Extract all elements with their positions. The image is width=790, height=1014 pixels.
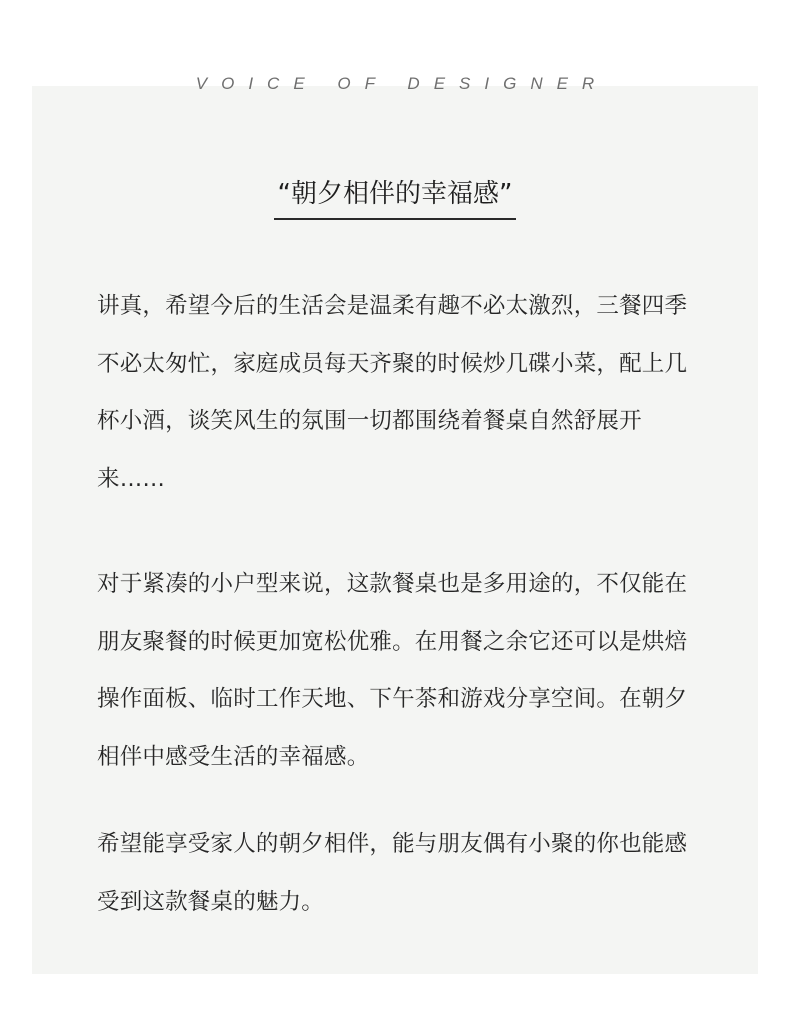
article-body [97, 278, 697, 931]
title-container [0, 176, 790, 220]
paragraph-2: 对于紧凑的小户型来说，这款餐桌也是多用途的，不仅能在朋友聚餐的时候更加宽松优雅。在用餐之余它还可以是烘焙操作面板、临时工作天地、下午茶和游戏分享空间。在朝夕相伴中感受生活的幸福感。 [97, 571, 688, 770]
paragraph-3: 希望能享受家人的朝夕相伴，能与朋友偶有小聚的你也能感受到这款餐桌的魅力。 [97, 831, 688, 915]
paragraph-1: 讲真，希望今后的生活会是温柔有趣不必太激烈，三餐四季不必太匆忙，家庭成员每天齐聚的时候炒几碟小菜，配上几杯小酒，谈笑风生的氛围一切都围绕着餐桌自然舒展开来…… [97, 293, 688, 492]
page-title: “朝夕相伴的幸福感” [274, 176, 517, 220]
section-eyebrow: VOICE OF DESIGNER [195, 74, 609, 93]
